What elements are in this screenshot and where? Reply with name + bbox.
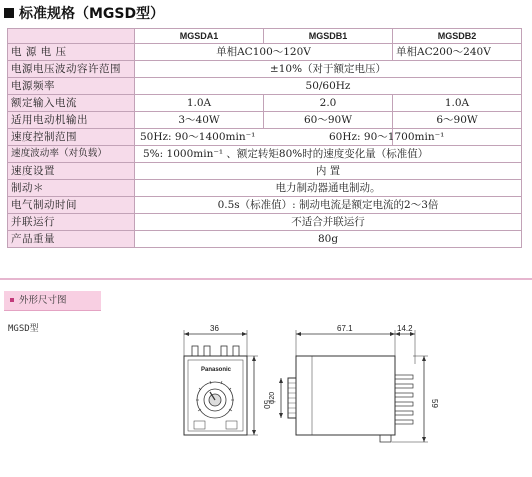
side-view [279, 330, 428, 442]
row-label: 电 源 电 压 [8, 44, 135, 61]
brand-logo: Panasonic [200, 367, 232, 373]
table-row [8, 112, 522, 129]
table-cell: 60～90W [264, 112, 393, 129]
table-row [8, 129, 522, 146]
row-label: 电源频率 [8, 78, 135, 95]
table-cell: 5%: 1000min⁻¹ 、额定转矩80%时的速度变化量（标准值） [135, 146, 522, 163]
table-cell: 单相AC200～240V [393, 44, 522, 61]
table-row [8, 61, 522, 78]
table-cell: 50/60Hz [135, 78, 522, 95]
row-label: 电气制动时间 [8, 197, 135, 214]
table-cell: 80g [135, 231, 522, 248]
column-header: MGSDB1 [264, 29, 393, 44]
table-cell: 2.0 [264, 95, 393, 112]
column-header: MGSDA1 [135, 29, 264, 44]
speed-range-50hz: 50Hz: 90～1400min⁻¹ [140, 131, 256, 143]
front-height-dimension: 50 [262, 400, 271, 409]
row-label: 速度波动率（对负载） [8, 146, 135, 163]
table-row [8, 163, 522, 180]
table-cell: 0.5s（标准值）: 制动电流是额定电流的2～3倍 [135, 197, 522, 214]
front-view [184, 330, 258, 435]
page-title: 标准规格（MGSD型） [4, 3, 164, 23]
header-corner [8, 29, 135, 44]
table-cell: 内 置 [135, 163, 522, 180]
table-cell: 单相AC100～120V [135, 44, 393, 61]
row-label: 电源电压波动容许范围 [8, 61, 135, 78]
section-divider [0, 278, 532, 280]
side-depth-dimension: 67.1 [337, 324, 353, 333]
row-label: 并联运行 [8, 214, 135, 231]
row-label: 制动＊ [8, 180, 135, 197]
table-row [8, 78, 522, 95]
table-row [8, 146, 522, 163]
column-header: MGSDB2 [393, 29, 522, 44]
table-header-row [8, 29, 522, 44]
table-row [8, 95, 522, 112]
row-label: 速度控制范围 [8, 129, 135, 146]
square-bullet-icon [4, 8, 14, 18]
table-row [8, 44, 522, 61]
speed-range-60hz: 60Hz: 90～1700min⁻¹ [329, 131, 445, 143]
table-cell: 1.0A [393, 95, 522, 112]
table-cell: 电力制动器通电制动。 [135, 180, 522, 197]
outline-drawing [0, 320, 532, 477]
front-width-dimension: 36 [210, 324, 219, 333]
model-label: MGSD型 [8, 324, 39, 334]
table-cell: 1.0A [135, 95, 264, 112]
table-cell: 6～90W [393, 112, 522, 129]
row-label: 产品重量 [8, 231, 135, 248]
outline-section-tab: 外形尺寸图 [4, 291, 101, 311]
row-label: 速度设置 [8, 163, 135, 180]
row-label: 适用电动机输出 [8, 112, 135, 129]
side-height-dimension: 59 [430, 399, 439, 408]
table-row [8, 197, 522, 214]
table-row [8, 231, 522, 248]
table-row [8, 214, 522, 231]
table-row [8, 180, 522, 197]
spec-table [7, 28, 522, 248]
knob-diameter-dimension: φ20 [269, 391, 276, 405]
table-cell: ±10%（对于额定电压） [135, 61, 522, 78]
terminal-length-dimension: 14.2 [397, 324, 413, 333]
bullet-icon [10, 298, 14, 302]
row-label: 额定输入电流 [8, 95, 135, 112]
table-cell: 3～40W [135, 112, 264, 129]
table-cell: 不适合并联运行 [135, 214, 522, 231]
table-cell [135, 129, 445, 146]
